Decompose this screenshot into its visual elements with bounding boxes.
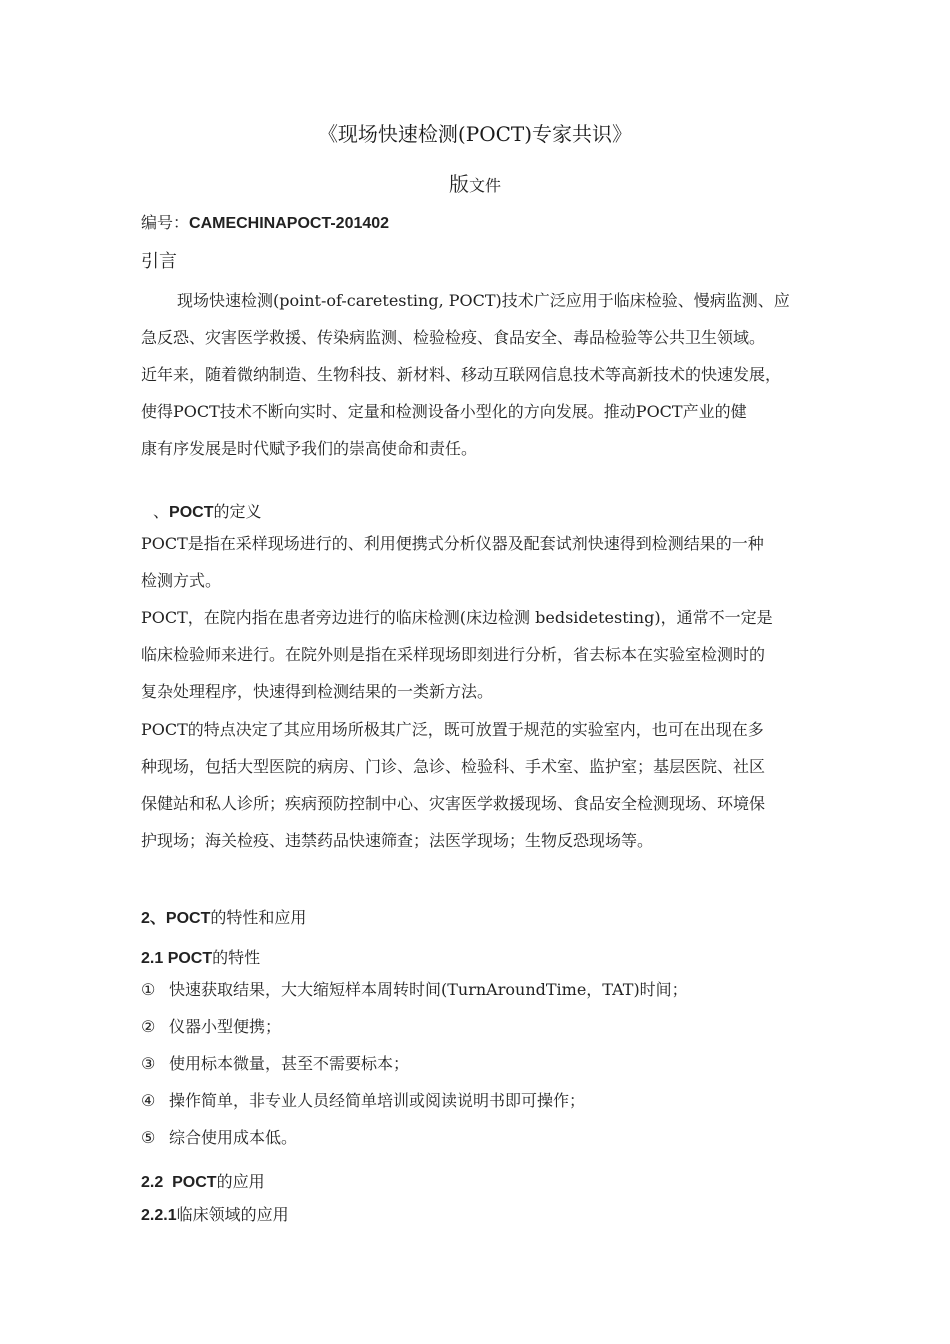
- intro-line: 近年来，随着微纳制造、生物科技、新材料、移动互联网信息技术等高新技术的快速发展，: [141, 365, 782, 384]
- section1-para2: [141, 599, 813, 710]
- number-label: 编号：: [141, 213, 190, 232]
- section2-heading: 2、POCT的特性和应用: [141, 908, 307, 927]
- section1-para3: [141, 711, 813, 859]
- section2-2-heading: 2.2 POCT的应用: [141, 1172, 265, 1191]
- para-line: 护现场；海关检疫、违禁药品快速筛查；法医学现场；生物反恐现场等。: [141, 831, 654, 850]
- document-subtitle: [0, 168, 950, 197]
- subtitle-file: 文件: [468, 176, 501, 195]
- feature-item: ① 快速获取结果，大大缩短样本周转时间(TurnAroundTime，TAT)时间；: [141, 980, 688, 999]
- para-line: POCT，在院内指在患者旁边进行的临床检测(床边检测 bedsidetesting)，通常不一定是: [141, 608, 773, 627]
- para-line: 种现场，包括大型医院的病房、门诊、急诊、检验科、手术室、监护室；基层医院、社区: [141, 757, 766, 776]
- para-line: 临床检验师来进行。在院外则是指在采样现场即刻进行分析，省去标本在实验室检测时的: [141, 645, 766, 664]
- subtitle-version: 版: [448, 172, 469, 196]
- section1-heading: 、POCT的定义: [153, 502, 262, 521]
- intro-paragraph: [141, 282, 813, 467]
- feature-list: [141, 971, 813, 1156]
- para-line: 检测方式。: [141, 571, 222, 590]
- feature-item: ③ 使用标本微量，甚至不需要标本；: [141, 1054, 410, 1073]
- intro-heading: 引言: [141, 251, 177, 272]
- intro-line: 急反恐、灾害医学救援、传染病监测、检验检疫、食品安全、毒品检验等公共卫生领域。: [141, 328, 766, 347]
- section2-1-heading: 2.1 POCT的特性: [141, 948, 261, 967]
- feature-item: ④ 操作简单，非专业人员经简单培训或阅读说明书即可操作；: [141, 1091, 586, 1110]
- feature-item: ⑤ 综合使用成本低。: [141, 1128, 298, 1147]
- section2-2-1-heading: 2.2.1临床领域的应用: [141, 1205, 289, 1224]
- document-title: 《现场快速检测(POCT)专家共识》: [317, 122, 633, 146]
- para-line: POCT的特点决定了其应用场所极其广泛，既可放置于规范的实验室内，也可在出现在多: [141, 720, 764, 739]
- intro-line: 康有序发展是时代赋予我们的崇高使命和责任。: [141, 439, 478, 458]
- number-value: CAMECHINAPOCT-201402: [189, 215, 390, 232]
- para-line: 复杂处理程序，快速得到检测结果的一类新方法。: [141, 682, 494, 701]
- para-line: POCT是指在采样现场进行的、利用便携式分析仪器及配套试剂快速得到检测结果的一种: [141, 534, 764, 553]
- intro-line: 现场快速检测(point-of-caretesting, POCT)技术广泛应用于临床检验、慢病监测、应: [177, 291, 790, 310]
- intro-line: 使得POCT技术不断向实时、定量和检测设备小型化的方向发展。推动POCT产业的健: [141, 402, 747, 421]
- para-line: 保健站和私人诊所；疾病预防控制中心、灾害医学救援现场、食品安全检测现场、环境保: [141, 794, 766, 813]
- document-number: [141, 210, 389, 233]
- feature-item: ② 仪器小型便携；: [141, 1017, 282, 1036]
- section1-para1: [141, 525, 813, 599]
